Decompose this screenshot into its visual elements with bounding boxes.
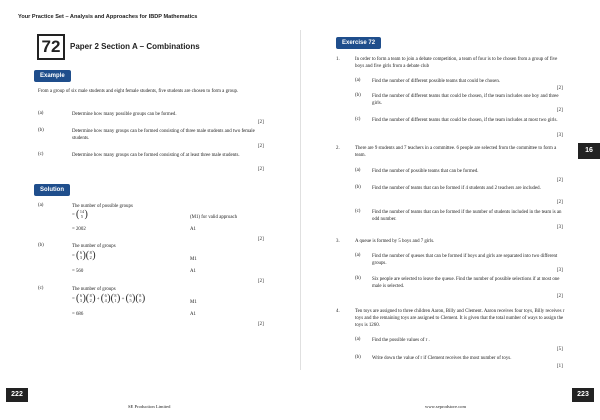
chapter-side-tab: 16 bbox=[578, 143, 600, 159]
solution-b-expression: = ( 6 3 ) ( 8 2 ) bbox=[72, 250, 96, 261]
solution-b-mark: [2] bbox=[258, 279, 264, 284]
binomial-8-1: ( 8 1 ) bbox=[110, 293, 121, 304]
solution-b-heading: The number of groups bbox=[72, 244, 116, 249]
q2-a-mark: [2] bbox=[557, 178, 563, 183]
q1-b-label: (b) bbox=[355, 93, 361, 98]
solution-a-result: = 2002 bbox=[72, 227, 86, 232]
solution-a-note: (M1) for valid approach bbox=[190, 215, 238, 220]
solution-c-heading: The number of groups bbox=[72, 287, 116, 292]
q4-a-mark: [5] bbox=[557, 347, 563, 352]
solution-b-m1: M1 bbox=[190, 257, 197, 262]
q2-b-text: Find the number of teams that can be formed if 4 students and 2 teachers are included. bbox=[372, 186, 541, 191]
q3-number: 3. bbox=[336, 239, 340, 244]
q1-text: In order to form a team to join a debate competition, a team of four is to be chosen from a group of five boys and five girls from a debate club bbox=[355, 57, 558, 69]
binomial-6-3: ( 6 3 ) bbox=[76, 250, 86, 261]
solution-c-expression: = ( 6 3 ) ( 8 2 ) + ( 6 4 ) ( 8 1 ) + ( 6 5 ) ( 8 0 ) bbox=[72, 293, 146, 304]
q1-c-text: Find the number of different teams that could be chosen, if the team includes at most two girls. bbox=[372, 118, 558, 123]
q2-c-text: Find the number of teams that can be formed if the number of students included in the team is an odd number. bbox=[372, 210, 562, 222]
q1-b-text: Find the number of different teams that could be chosen, if the team includes one boy and three girls. bbox=[372, 94, 559, 106]
q1-c-label: (c) bbox=[355, 117, 361, 122]
q2-number: 2. bbox=[336, 146, 340, 151]
left-page-number: 222 bbox=[6, 388, 28, 402]
q1-a-mark: [2] bbox=[557, 86, 563, 91]
q3-b-label: (b) bbox=[355, 276, 361, 281]
solution-a-heading: The number of possible groups bbox=[72, 204, 133, 209]
q4-b-mark: [1] bbox=[557, 364, 563, 369]
solution-a-label: (a) bbox=[38, 203, 44, 208]
unit-title: Paper 2 Section A – Combinations bbox=[70, 42, 200, 51]
solution-tab: Solution bbox=[34, 184, 70, 196]
example-part-b-label: (b) bbox=[38, 128, 44, 133]
q2-c-label: (c) bbox=[355, 209, 361, 214]
q2-a-label: (a) bbox=[355, 168, 361, 173]
solution-c-m1: M1 bbox=[190, 300, 197, 305]
solution-c-mark: [2] bbox=[258, 322, 264, 327]
q3-b-mark: [2] bbox=[557, 294, 563, 299]
q2-c-mark: [3] bbox=[557, 225, 563, 230]
q1-c-mark: [3] bbox=[557, 133, 563, 138]
q4-b-text: Write down the value of r if Clement receives the most number of toys. bbox=[372, 356, 512, 361]
book-title: Your Practice Set – Analysis and Approaches for IBDP Mathematics bbox=[18, 14, 198, 20]
solution-a-mark: [2] bbox=[258, 237, 264, 242]
solution-c-result: = 686 bbox=[72, 312, 84, 317]
exercise-tab: Exercise 72 bbox=[336, 37, 381, 49]
solution-a-expression: = ( 14 5 ) bbox=[72, 209, 88, 220]
example-intro: From a group of six male students and eight female students, five students are chosen to form a group. bbox=[38, 89, 239, 94]
footer-publisher: SE Production Limited bbox=[128, 404, 171, 409]
solution-c-result-mark: A1 bbox=[190, 312, 196, 317]
q3-a-text: Find the number of queues that can be formed if boys and girls are separated into two different groups. bbox=[372, 254, 558, 266]
example-tab: Example bbox=[34, 70, 71, 82]
q2-b-label: (b) bbox=[355, 185, 361, 190]
footer-website: www.seprodstore.com bbox=[425, 404, 467, 409]
example-part-a-mark: [2] bbox=[258, 120, 264, 125]
right-page-number: 223 bbox=[572, 388, 594, 402]
q4-a-label: (a) bbox=[355, 337, 361, 342]
q4-number: 4. bbox=[336, 309, 340, 314]
solution-b-label: (b) bbox=[38, 243, 44, 248]
unit-number-box: 72 bbox=[37, 34, 65, 60]
q1-a-text: Find the number of different possible teams that could be chosen. bbox=[372, 79, 500, 84]
q4-text: Ten toys are assigned to three children Aaron, Billy and Clement. Aaron receives four toys, Billy receives r toys and the remaining toys are assigned to Clement. It is given that the total number of ways to assign the toys is 1260. bbox=[355, 309, 565, 328]
q2-text: There are 9 students and 7 teachers in a committee. 6 people are selected from the committee to form a team. bbox=[355, 146, 557, 158]
page-divider bbox=[300, 30, 301, 370]
example-part-b-mark: [2] bbox=[258, 144, 264, 149]
example-part-c-text: Determine how many groups can be formed consisting of at least three male students. bbox=[72, 153, 240, 158]
q3-b-text: Six people are selected to leave the queue. Find the number of possible selections if at most one male is selected. bbox=[372, 277, 560, 289]
binomial-6-5: ( 6 5 ) bbox=[125, 293, 136, 304]
binomial-8-0: ( 8 0 ) bbox=[135, 293, 146, 304]
example-part-b-text: Determine how many groups can be formed consisting of three male students and two female students. bbox=[72, 129, 255, 141]
binomial-8-2: ( 8 2 ) bbox=[85, 250, 96, 261]
example-part-a-label: (a) bbox=[38, 111, 44, 116]
solution-a-result-mark: A1 bbox=[190, 227, 196, 232]
q3-a-mark: [3] bbox=[557, 268, 563, 273]
binomial-6-3: ( 6 3 ) bbox=[76, 293, 86, 304]
example-part-c-mark: [2] bbox=[258, 167, 264, 172]
binomial-6-4: ( 6 4 ) bbox=[100, 293, 111, 304]
binomial-8-2: ( 8 2 ) bbox=[85, 293, 96, 304]
q3-a-label: (a) bbox=[355, 253, 361, 258]
binomial-14-5: ( 14 5 ) bbox=[76, 209, 88, 220]
solution-b-result: = 560 bbox=[72, 269, 84, 274]
q3-text: A queue is formed by 5 boys and 7 girls. bbox=[355, 239, 435, 244]
q2-b-mark: [2] bbox=[557, 200, 563, 205]
example-part-c-label: (c) bbox=[38, 152, 44, 157]
example-part-a-text: Determine how many possible groups can be formed. bbox=[72, 112, 177, 117]
q1-a-label: (a) bbox=[355, 78, 361, 83]
solution-b-result-mark: A1 bbox=[190, 269, 196, 274]
q4-a-text: Find the possible values of r . bbox=[372, 338, 430, 343]
q1-number: 1. bbox=[336, 57, 340, 62]
q2-a-text: Find the number of possible teams that can be formed. bbox=[372, 169, 479, 174]
q1-b-mark: [2] bbox=[557, 108, 563, 113]
solution-c-label: (c) bbox=[38, 286, 44, 291]
q4-b-label: (b) bbox=[355, 355, 361, 360]
